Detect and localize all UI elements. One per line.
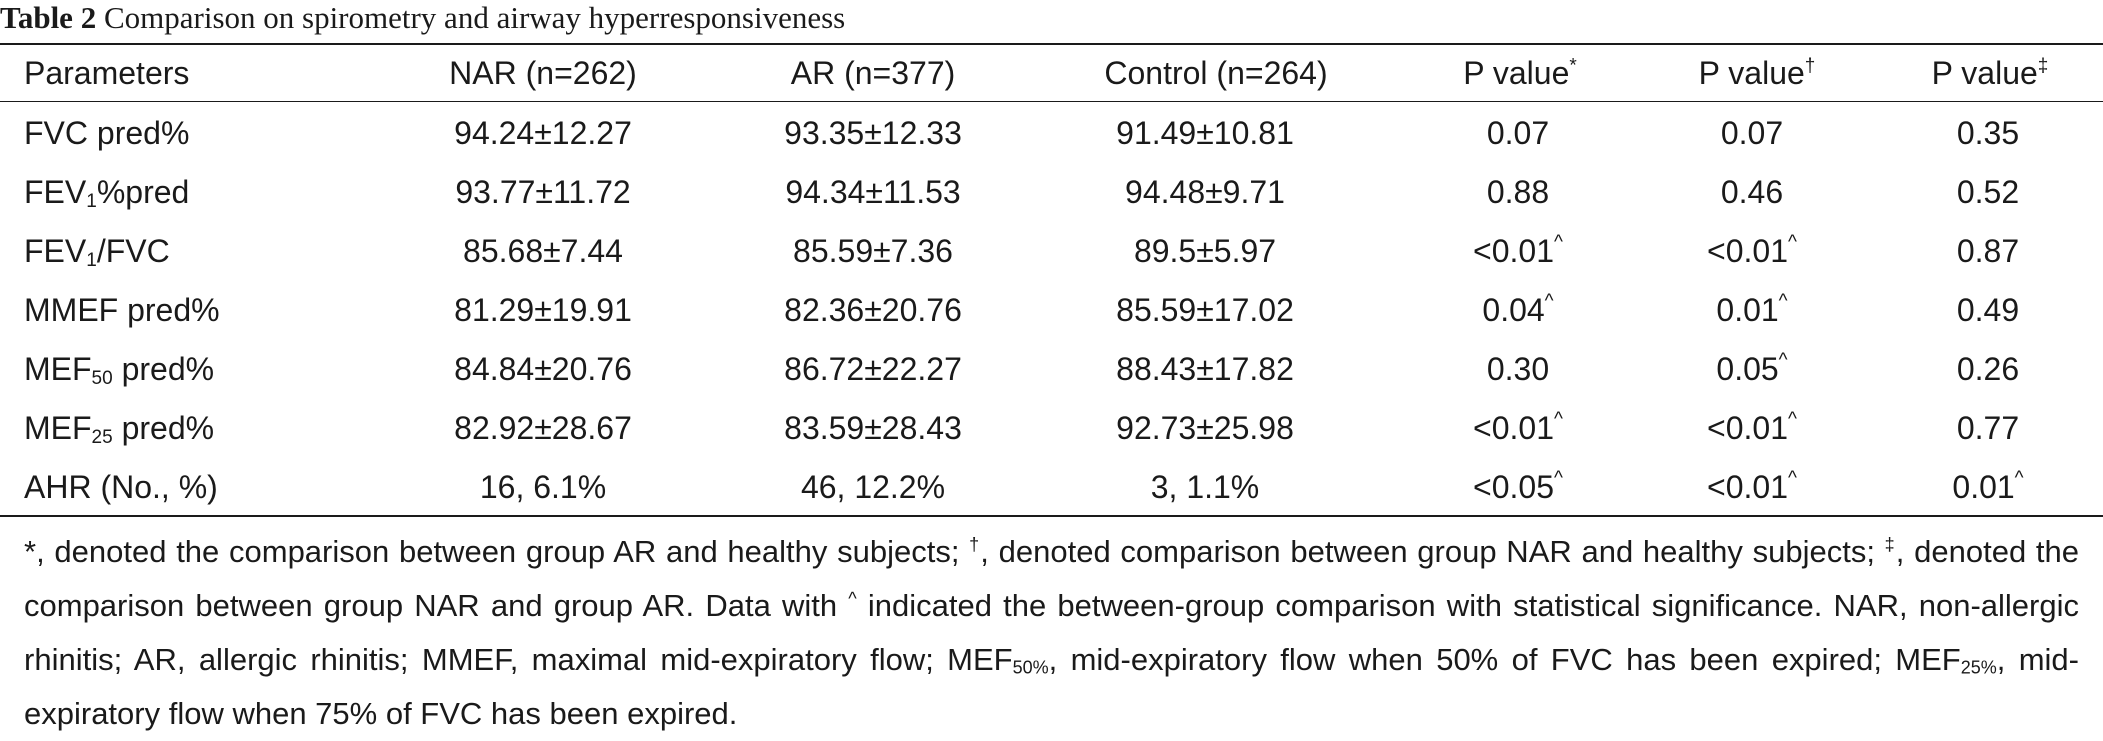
p-value-1: 0.88 [1486,174,1550,210]
nar-value: 93.77±11.72 [455,174,631,210]
table-footnote: *, denoted the comparison between group AR and healthy subjects; †, denoted comparison between group NAR and healthy subjects; ‡, denoted the comparison between group NAR and group AR. Data with ^ indicated the between-group comparison with statistical significance. NAR, non-allergic rhinitis; AR, allergic rhinitis; MMEF, maximal mid-expiratory flow; $MEF_{50\%}$, mid-expiratory flow when 50% of FVC has been expired; $MEF_{25\%}$, mid-expiratory flow when 75% of FVC has been expired. [24,534,2080,731]
ar-value: 83.59±28.43 [784,410,962,446]
p-value-1: <0.05^ [1473,468,1563,505]
table-row [0,459,2103,515]
p-value-3: 0.87 [1956,233,2020,269]
ar-value: 46, 12.2% [800,469,946,505]
control-value: 94.48±9.71 [1125,174,1285,210]
header-parameters: Parameters [24,55,190,91]
table-row [0,105,2103,161]
control-value: 92.73±25.98 [1116,410,1294,446]
table-row [0,341,2103,397]
p-value-2: 0.01^ [1716,291,1788,328]
row-parameter: $MEF_{50}$ pred% [24,351,215,389]
nar-value: 16, 6.1% [479,469,607,505]
p-value-3: 0.26 [1956,351,2020,387]
nar-value: 84.84±20.76 [454,351,632,387]
ar-value: 94.34±11.53 [785,174,961,210]
p-value-2: 0.07 [1720,115,1784,151]
control-value: 91.49±10.81 [1116,115,1294,151]
header-control: Control (n=264) [1104,55,1328,91]
row-parameter: $FEV_1$/FVC [24,233,170,271]
control-value: 88.43±17.82 [1116,351,1294,387]
nar-value: 82.92±28.67 [454,410,632,446]
nar-value: 81.29±19.91 [454,292,632,328]
header-ar: AR (n=377) [790,55,956,91]
control-value: 85.59±17.02 [1116,292,1294,328]
row-parameter: $MEF_{25}$ pred% [24,410,215,448]
p-value-1: <0.01^ [1473,232,1563,269]
p-value-2: 0.46 [1720,174,1784,210]
table-label: Table 2 [0,0,97,35]
header-p-value-2: P value† [1698,55,1816,91]
p-value-3: 0.52 [1956,174,2020,210]
p-value-3: 0.77 [1956,410,2020,446]
header-row [0,45,2103,101]
p-value-2: <0.01^ [1707,232,1797,269]
row-parameter: MMEF pred% [24,292,220,328]
control-value: 3, 1.1% [1150,469,1260,505]
header-nar: NAR (n=262) [449,55,637,91]
table-caption [0,0,845,36]
table-row [0,223,2103,279]
row-parameter: $FEV_1\%pred$ [24,174,190,212]
p-value-1: 0.30 [1486,351,1550,387]
bottom-rule [0,515,2103,517]
ar-value: 93.35±12.33 [784,115,962,151]
table-row [0,282,2103,338]
p-value-1: 0.07 [1486,115,1550,151]
ar-value: 86.72±22.27 [784,351,962,387]
nar-value: 94.24±12.27 [454,115,632,151]
table-title: Comparison on spirometry and airway hyperresponsiveness [103,0,846,35]
p-value-3: 0.01^ [1952,468,2024,505]
p-value-2: <0.01^ [1707,468,1797,505]
table-row [0,400,2103,456]
p-value-1: <0.01^ [1473,409,1563,446]
p-value-1: 0.04^ [1482,291,1554,328]
p-value-2: 0.05^ [1716,350,1788,387]
ar-value: 85.59±7.36 [793,233,953,269]
row-parameter: FVC pred% [24,115,190,151]
table-row [0,164,2103,220]
header-rule [0,101,2103,102]
p-value-3: 0.35 [1956,115,2020,151]
control-value: 89.5±5.97 [1133,233,1277,269]
nar-value: 85.68±7.44 [463,233,623,269]
header-p-value-3: P value‡ [1931,55,2049,91]
row-parameter: AHR (No., %) [24,469,218,505]
header-p-value-1: P value* [1463,55,1577,91]
ar-value: 82.36±20.76 [784,292,962,328]
p-value-2: <0.01^ [1707,409,1797,446]
p-value-3: 0.49 [1956,292,2020,328]
